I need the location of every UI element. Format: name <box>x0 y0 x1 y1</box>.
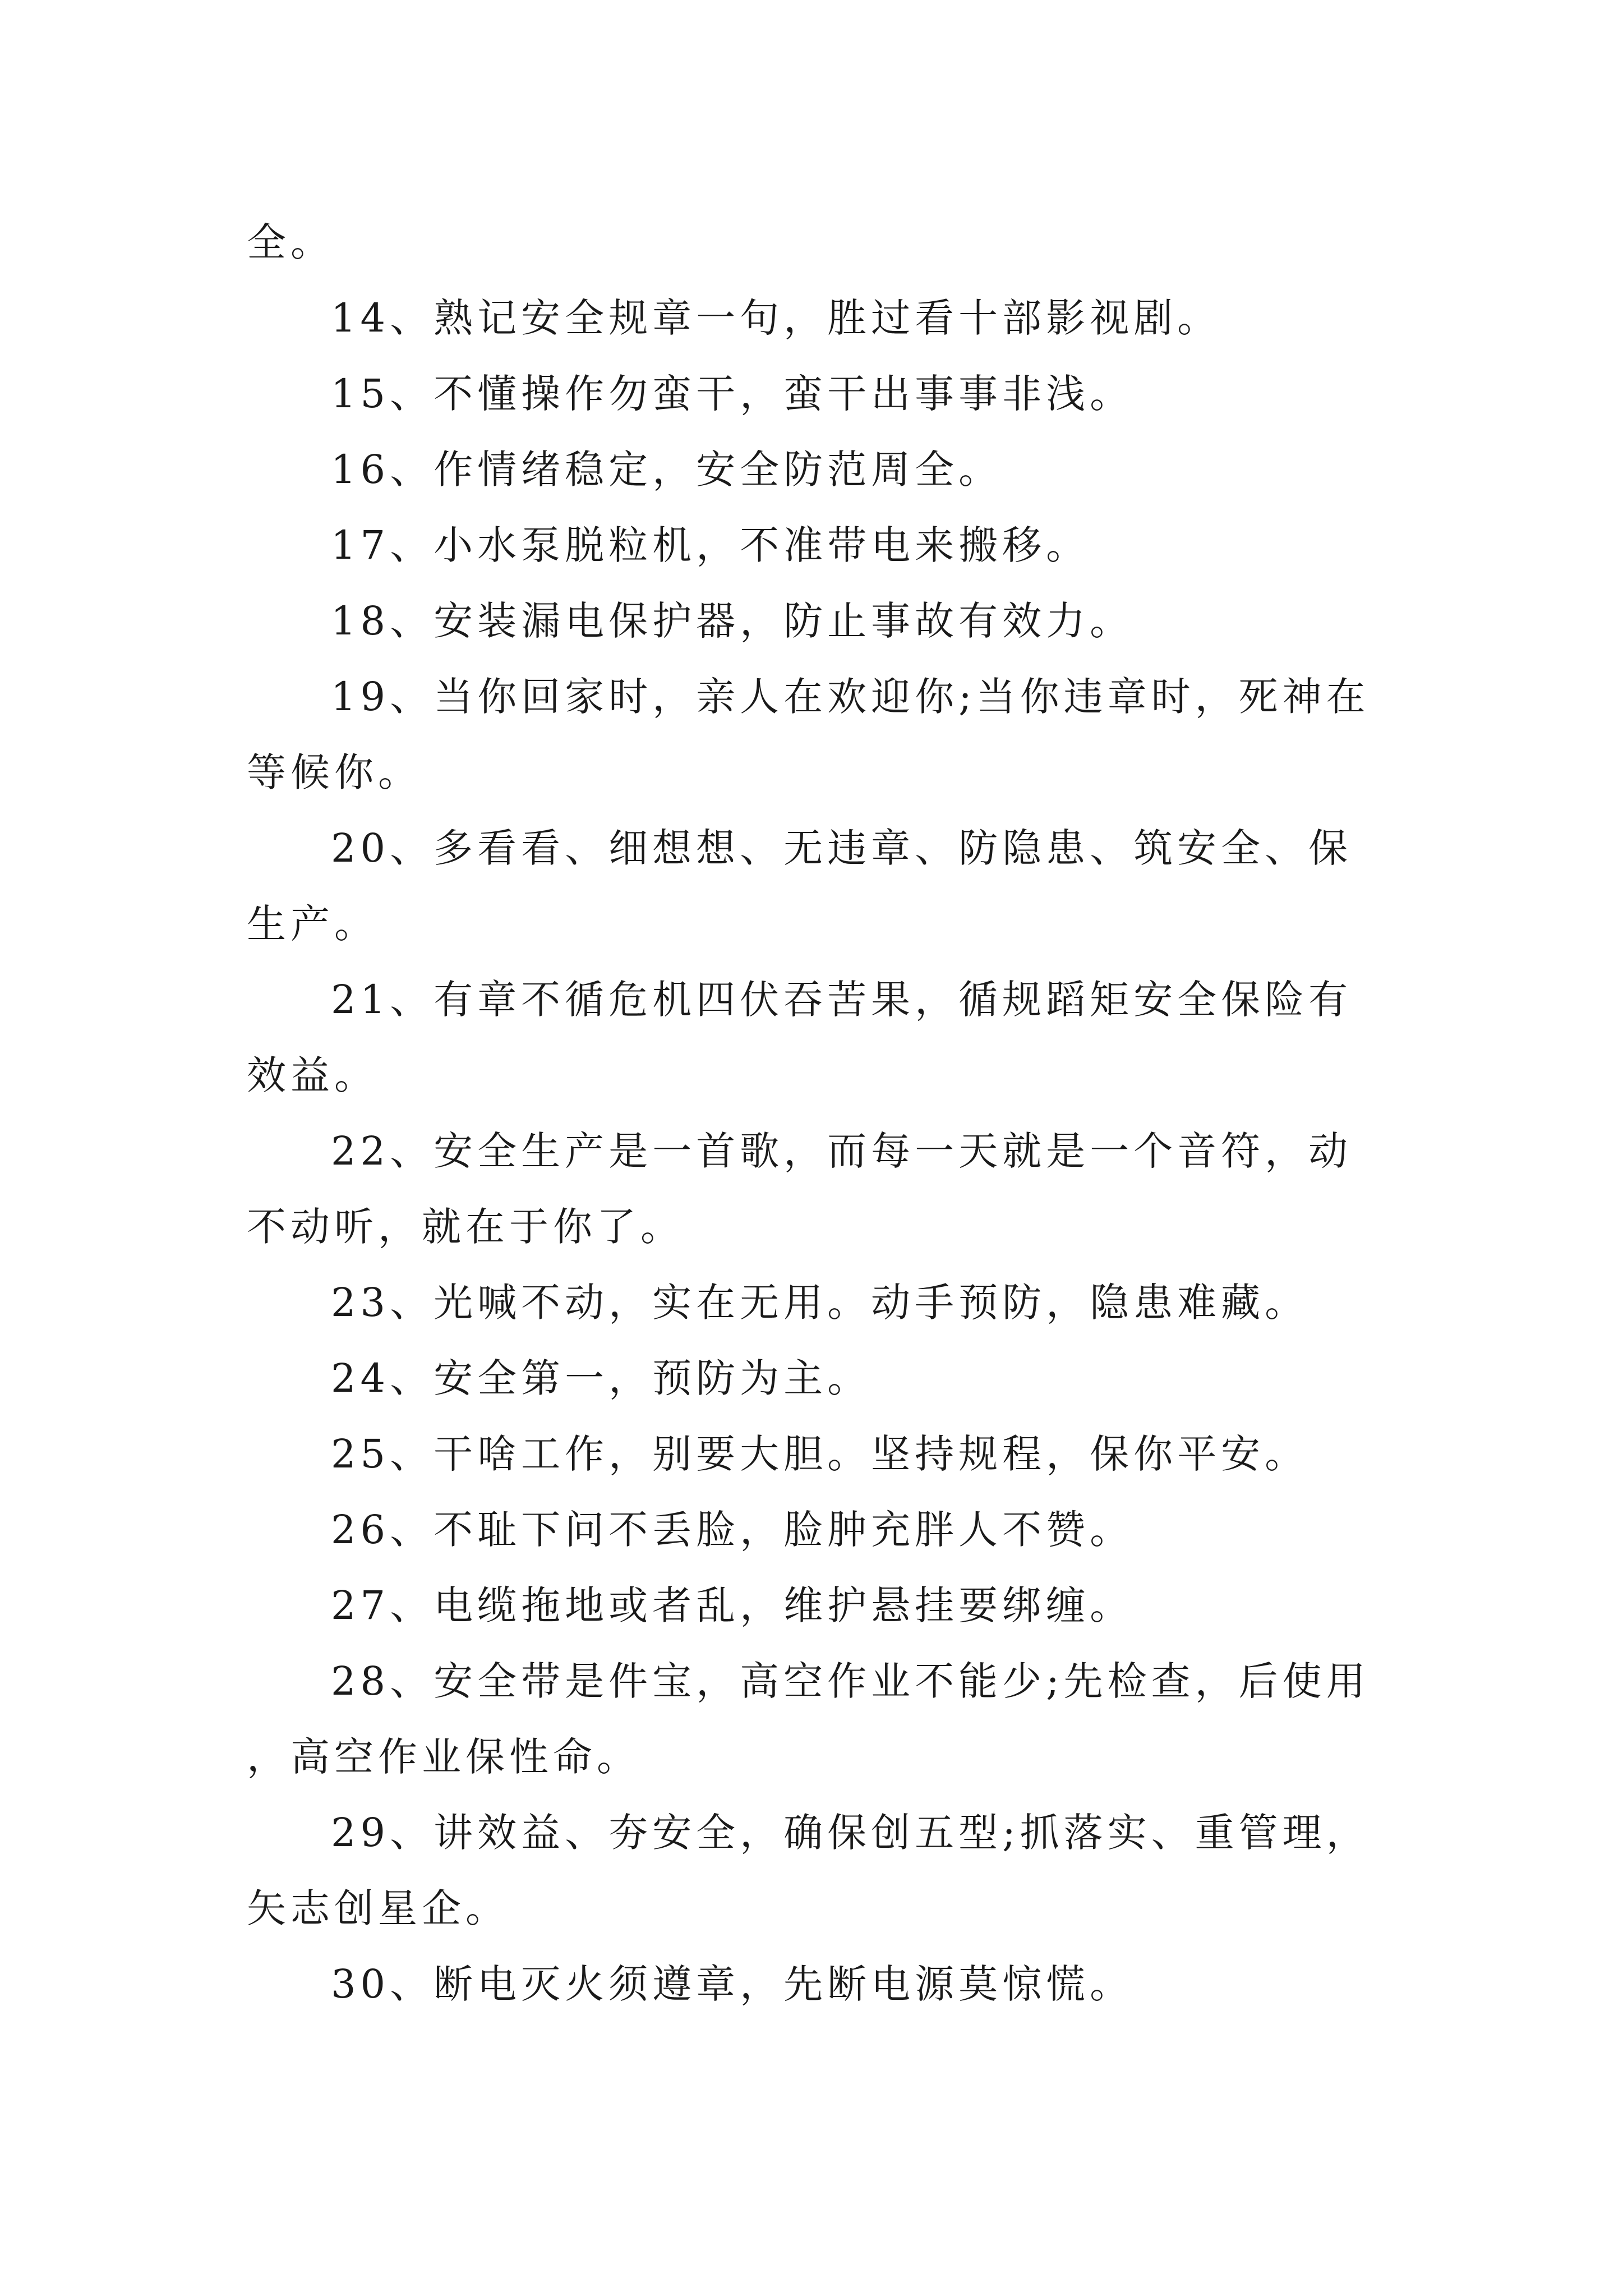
slogan-item-24: 24、安全第一，预防为主。 <box>331 1355 872 1401</box>
slogan-item-25: 25、干啥工作，别要大胆。坚持规程，保你平安。 <box>331 1431 1309 1477</box>
continuation-line: 全。 <box>247 219 334 265</box>
slogan-item-19: 19、当你回家时，亲人在欢迎你;当你违章时，死神在等候你。 <box>247 674 1370 795</box>
slogan-item-17: 17、小水泵脱粒机，不准带电来搬移。 <box>331 522 1090 568</box>
slogan-item-26: 26、不耻下问不丢脸，脸肿充胖人不赞。 <box>331 1507 1134 1553</box>
slogan-item-20: 20、多看看、细想想、无违章、防隐患、筑安全、保生产。 <box>247 825 1353 947</box>
slogan-item-15: 15、不懂操作勿蛮干，蛮干出事事非浅。 <box>331 371 1134 417</box>
slogan-item-29: 29、讲效益、夯安全，确保创五型;抓落实、重管理，矢志创星企。 <box>247 1810 1370 1931</box>
slogan-item-18: 18、安装漏电保护器，防止事故有效力。 <box>331 598 1134 644</box>
document-body <box>247 205 1380 2022</box>
slogan-item-16: 16、作情绪稳定，安全防范周全。 <box>331 447 1003 493</box>
slogan-item-27: 27、电缆拖地或者乱，维护悬挂要绑缠。 <box>331 1582 1134 1628</box>
slogan-item-30: 30、断电灭火须遵章，先断电源莫惊慌。 <box>331 1961 1134 2007</box>
slogan-item-21: 21、有章不循危机四伏吞苦果，循规蹈矩安全保险有效益。 <box>247 977 1353 1098</box>
slogan-item-23: 23、光喊不动，实在无用。动手预防，隐患难藏。 <box>331 1280 1309 1326</box>
slogan-item-22: 22、安全生产是一首歌，而每一天就是一个音符，动不动听，就在于你了。 <box>247 1128 1353 1250</box>
slogan-item-14: 14、熟记安全规章一句，胜过看十部影视剧。 <box>331 295 1221 341</box>
slogan-item-28: 28、安全带是件宝，高空作业不能少;先检查，后使用，高空作业保性命。 <box>247 1658 1370 1780</box>
